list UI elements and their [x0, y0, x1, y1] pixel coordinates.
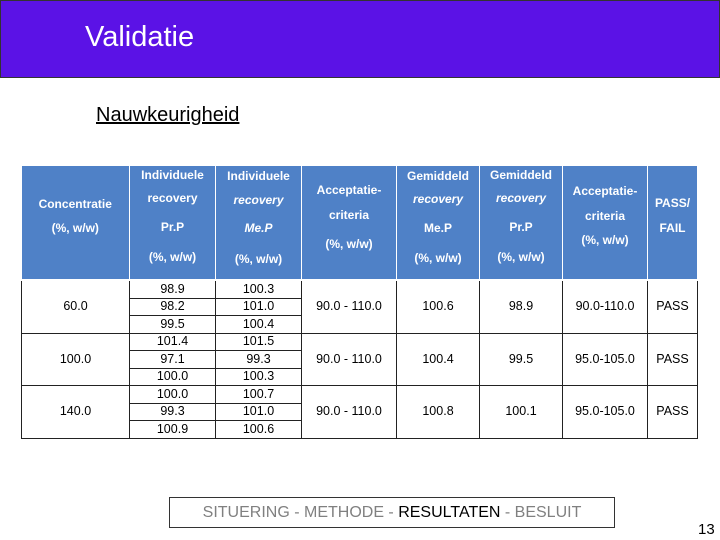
nav-item-resultaten: RESULTATEN: [398, 504, 501, 521]
header-line: recovery: [147, 191, 198, 205]
concentration-cell: 140.0: [22, 386, 130, 439]
average-mep-cell: 100.8: [397, 386, 480, 439]
header-line: (%, w/w): [51, 221, 99, 235]
individual-mep-cell: 100.3: [216, 280, 302, 298]
nav-item-methode: METHODE: [303, 504, 384, 521]
header-line: Individuele: [227, 169, 290, 183]
header-line: recovery: [495, 191, 547, 205]
average-mep-cell: 100.6: [397, 280, 480, 333]
average-prp-cell: 100.1: [480, 386, 563, 439]
average-prp-cell: 98.9: [480, 280, 563, 333]
criteria-1-cell: 90.0 - 110.0: [302, 333, 397, 386]
header-line: Pr.P: [160, 220, 185, 234]
individual-mep-cell: 100.7: [216, 386, 302, 404]
individual-mep-cell: 99.3: [216, 351, 302, 369]
slide-subtitle: Nauwkeurigheid: [96, 104, 240, 126]
individual-prp-cell: 100.9: [130, 421, 216, 439]
result-cell: PASS: [648, 280, 698, 333]
table-row: [22, 333, 698, 351]
header-acceptance-criteria-1: [302, 166, 397, 280]
individual-mep-cell: 101.0: [216, 403, 302, 421]
header-line: Me.P: [244, 221, 273, 235]
individual-mep-cell: 100.4: [216, 316, 302, 334]
nav-item-situering: SITUERING: [202, 504, 290, 521]
header-line: (%, w/w): [497, 250, 545, 264]
individual-prp-cell: 100.0: [130, 368, 216, 386]
result-cell: PASS: [648, 386, 698, 439]
criteria-2-cell: 95.0-105.0: [563, 386, 648, 439]
title-bar: [0, 0, 720, 78]
criteria-1-cell: 90.0 - 110.0: [302, 386, 397, 439]
header-average-recovery-mep: [397, 166, 480, 280]
individual-prp-cell: 100.0: [130, 386, 216, 404]
table-row: [22, 280, 698, 298]
header-line: criteria: [328, 208, 370, 222]
individual-mep-cell: 100.3: [216, 368, 302, 386]
page-number: 13: [698, 521, 715, 538]
result-cell: PASS: [648, 333, 698, 386]
criteria-2-cell: 95.0-105.0: [563, 333, 648, 386]
header-line: Individuele: [141, 168, 204, 182]
nav-separator: -: [500, 504, 515, 521]
header-line: (%, w/w): [234, 252, 283, 266]
average-mep-cell: 100.4: [397, 333, 480, 386]
table-header-row: [22, 166, 698, 280]
header-line: Gemiddeld: [489, 168, 552, 182]
header-line: (%, w/w): [325, 237, 373, 251]
table-row: [22, 386, 698, 404]
header-line: (%, w/w): [581, 233, 629, 247]
header-line: Gemiddeld: [406, 169, 469, 183]
individual-prp-cell: 98.9: [130, 280, 216, 298]
criteria-2-cell: 90.0-110.0: [563, 280, 648, 333]
header-individual-recovery-prp: [130, 166, 216, 280]
accuracy-table: [21, 166, 698, 439]
slide-title: Validatie: [85, 21, 195, 53]
nav-separator: -: [289, 504, 304, 521]
header-pass-fail: [648, 166, 698, 280]
header-line: Acceptatie-: [572, 184, 638, 198]
header-line: (%, w/w): [414, 251, 462, 265]
individual-prp-cell: 101.4: [130, 333, 216, 351]
individual-mep-cell: 101.0: [216, 298, 302, 316]
header-line: criteria: [584, 209, 626, 223]
header-line: Acceptatie-: [316, 183, 382, 197]
nav-item-besluit: BESLUIT: [514, 504, 582, 521]
header-line: (%, w/w): [148, 250, 197, 264]
individual-prp-cell: 99.3: [130, 403, 216, 421]
individual-mep-cell: 101.5: [216, 333, 302, 351]
header-line: Pr.P: [509, 220, 533, 234]
concentration-cell: 60.0: [22, 280, 130, 333]
concentration-cell: 100.0: [22, 333, 130, 386]
individual-prp-cell: 97.1: [130, 351, 216, 369]
header-concentration: [22, 166, 130, 280]
header-line: PASS/: [654, 196, 691, 210]
section-navigation: [169, 497, 615, 528]
header-line: recovery: [233, 193, 284, 207]
nav-separator: -: [383, 504, 399, 521]
header-line: Me.P: [423, 221, 452, 235]
header-line: Concentratie: [38, 197, 112, 211]
individual-mep-cell: 100.6: [216, 421, 302, 439]
criteria-1-cell: 90.0 - 110.0: [302, 280, 397, 333]
header-individual-recovery-mep: [216, 166, 302, 280]
header-average-recovery-prp: [480, 166, 563, 280]
average-prp-cell: 99.5: [480, 333, 563, 386]
header-line: recovery: [412, 192, 464, 206]
header-line: FAIL: [659, 221, 686, 235]
header-acceptance-criteria-2: [563, 166, 648, 280]
individual-prp-cell: 99.5: [130, 316, 216, 334]
individual-prp-cell: 98.2: [130, 298, 216, 316]
